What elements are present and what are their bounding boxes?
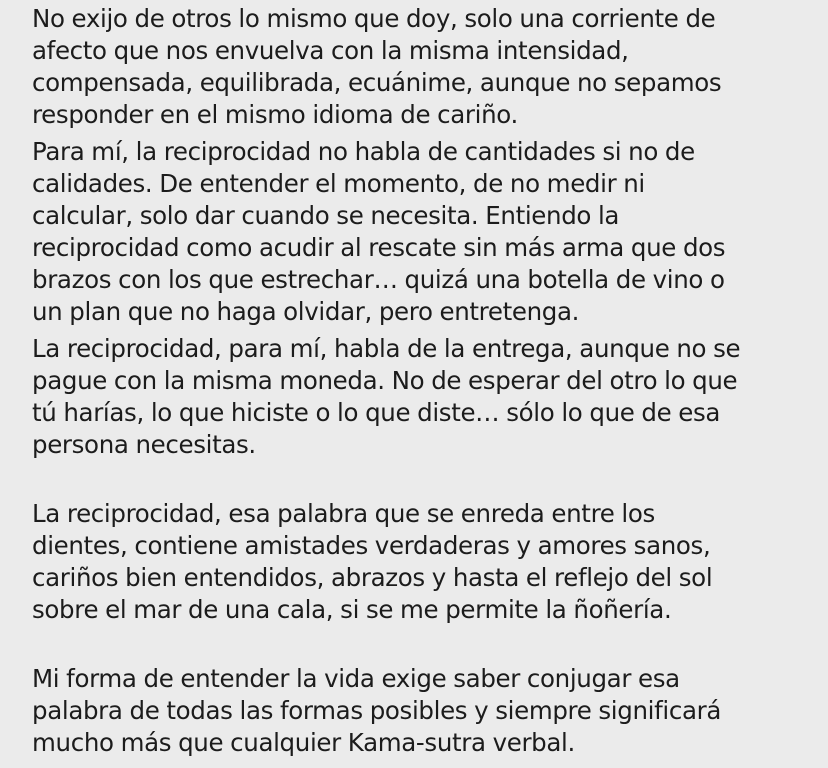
paragraph-4 [32, 498, 804, 626]
text-line: La reciprocidad, esa palabra que se enreda entre los [32, 499, 655, 528]
text-line: persona necesitas. [32, 430, 256, 459]
text-line: compensada, equilibrada, ecuánime, aunque no sepamos [32, 68, 722, 97]
text-line: calcular, solo dar cuando se necesita. Entiendo la [32, 201, 620, 230]
text-line: brazos con los que estrechar… quizá una botella de vino o [32, 265, 725, 294]
paragraph-1 [32, 3, 804, 131]
paragraph-spacer [32, 626, 804, 663]
text-line: Para mí, la reciprocidad no habla de cantidades si no de [32, 137, 695, 166]
text-line: cariños bien entendidos, abrazos y hasta el reflejo del sol [32, 563, 713, 592]
text-line: afecto que nos envuelva con la misma intensidad, [32, 36, 629, 65]
text-line: palabra de todas las formas posibles y siempre significará [32, 696, 721, 725]
paragraph-spacer [32, 461, 804, 498]
text-line: calidades. De entender el momento, de no medir ni [32, 169, 645, 198]
text-line: dientes, contiene amistades verdaderas y amores sanos, [32, 531, 711, 560]
paragraph-3 [32, 333, 804, 461]
text-line: No exijo de otros lo mismo que doy, solo una corriente de [32, 4, 716, 33]
text-line: responder en el mismo idioma de cariño. [32, 100, 518, 129]
text-line: mucho más que cualquier Kama-sutra verbal. [32, 728, 575, 757]
text-line: un plan que no haga olvidar, pero entretenga. [32, 297, 580, 326]
text-line: reciprocidad como acudir al rescate sin más arma que dos [32, 233, 726, 262]
text-line: pague con la misma moneda. No de esperar del otro lo que [32, 366, 738, 395]
paragraph-2 [32, 136, 804, 328]
text-line: Mi forma de entender la vida exige saber conjugar esa [32, 664, 680, 693]
text-line: tú harías, lo que hiciste o lo que diste… sólo lo que de esa [32, 398, 721, 427]
text-line: La reciprocidad, para mí, habla de la entrega, aunque no se [32, 334, 741, 363]
text-line: sobre el mar de una cala, si se me permite la ñoñería. [32, 595, 672, 624]
paragraph-5 [32, 663, 804, 759]
